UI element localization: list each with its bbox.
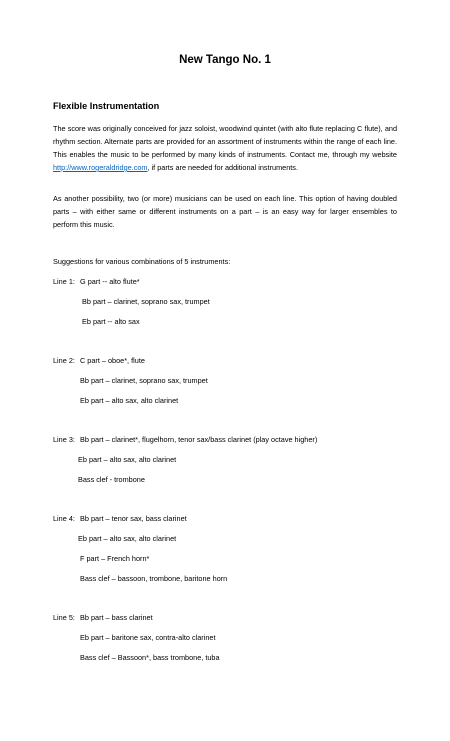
intro-text-end: , if parts are needed for additional instruments. — [147, 163, 298, 172]
line-label: Line 3: — [53, 435, 75, 444]
line-part: F part – French horn* — [80, 554, 150, 563]
page-title: New Tango No. 1 — [179, 54, 271, 66]
intro-text: The score was originally conceived for jazz soloist, woodwind quintet (with alto flute replacing C flute), and rhythm section. Alternate parts are provided for an assortment of instruments within the range of each line. This enables the music to be performed by many kinds of instruments. Contact me, through my website — [53, 124, 397, 159]
suggestions-intro: Suggestions for various combinations of 5 instruments: — [53, 257, 231, 266]
line-label: Line 2: — [53, 356, 75, 365]
line-part: Bb part – clarinet, soprano sax, trumpet — [80, 376, 208, 385]
line-part: Bass clef – Bassoon*, bass trombone, tuba — [80, 653, 220, 662]
line-part: Eb part – alto sax, alto clarinet — [78, 455, 177, 464]
line-part: Bass clef - trombone — [78, 475, 145, 484]
line-part: Eb part -- alto sax — [82, 317, 140, 326]
line-part: Bb part – clarinet, soprano sax, trumpet — [82, 297, 210, 306]
line-part: C part – oboe*, flute — [80, 356, 145, 365]
line-part: Eb part – alto sax, alto clarinet — [80, 396, 179, 405]
doubling-paragraph: As another possibility, two (or more) musicians can be used on each line. This option of having doubled parts – with either same or different instruments on a part – is an easy way for larger ensembles to perform this music. — [53, 194, 397, 229]
line-label: Line 1: — [53, 277, 75, 286]
line-part: Bass clef – bassoon, trombone, baritone horn — [80, 574, 228, 583]
intro-paragraph — [53, 122, 397, 174]
line-part: G part -- alto flute* — [80, 277, 140, 286]
line-part: Bb part – bass clarinet — [80, 613, 153, 622]
line-label: Line 4: — [53, 514, 75, 523]
line-part: Bb part – tenor sax, bass clarinet — [80, 514, 187, 523]
line-part: Eb part – baritone sax, contra-alto clarinet — [80, 633, 216, 642]
website-link[interactable]: http://www.rogeraldridge.com — [53, 163, 148, 172]
section-heading: Flexible Instrumentation — [53, 101, 160, 111]
line-part: Eb part – alto sax, alto clarinet — [78, 534, 177, 543]
line-part: Bb part – clarinet*, flugelhorn, tenor sax/bass clarinet (play octave higher) — [80, 435, 318, 444]
line-label: Line 5: — [53, 613, 75, 622]
